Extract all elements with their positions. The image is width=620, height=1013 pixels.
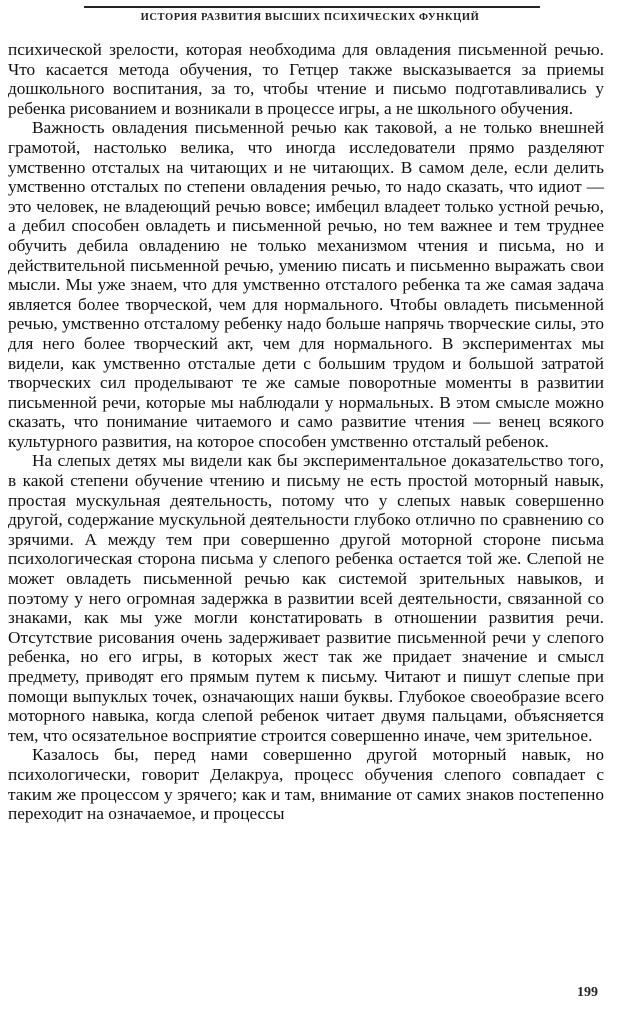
page-number: 199	[577, 985, 598, 1000]
paragraph-3: На слепых детях мы видели как бы экспериментальное доказательство того, в какой степени обучение чтению и письму не есть простой моторный навык, простая мускульная деятельность, потому что у слепых навык совершенно другой, содержание мускульной деятельности глубоко отлично по сравнению со зрячими. А между тем при совершенно другой моторной стороне письма психологическая сторона письма у слепого ребенка остается той же. Слепой не может овладеть письменной речью как системой зрительных навыков, и поэтому у него огромная задержка в развитии всей деятельности, связанной со знаками, как мы уже могли констатировать в отношении развития речи. Отсутствие рисования очень задерживает развитие письменной речи у слепого ребенка, но его игры, в которых жест так же придает значение и смысл предмету, приводят его прямым путем к письму. Читают и пишут слепые при помощи выпуклых точек, означающих наши буквы. Глубокое своеобразие всего моторного навыка, когда слепой ребенок читает двумя пальцами, объясняется тем, что осязательное восприятие строится совершенно иначе, чем зрительное.	[8, 451, 604, 745]
header-rule	[84, 6, 540, 8]
paragraph-2: Важность овладения письменной речью как таковой, а не только внешней грамотой, настолько велика, что иногда исследователи прямо разделяют умственно отсталых на читающих и не читающих. В самом деле, если делить умственно отсталых по степени овладения речью, то надо сказать, что идиот — это человек, не владеющий речью вовсе; имбецил владеет только устной речью, а дебил способен овладеть и письменной речью, но тем важнее и тем труднее обучить дебила овладению не только механизмом чтения и письма, но и действительной письменной речью, умению писать и письменно выражать свои мысли. Мы уже знаем, что для умственно отсталого ребенка та же самая задача является более творческой, чем для нормального. Чтобы овладеть письменной речью, умственно отсталому ребенку надо больше напрячь творческие силы, это для него более творческий акт, чем для нормального. В экспериментах мы видели, как умственно отсталые дети с большим трудом и большой затратой творческих сил проделывают те же самые поворотные моменты в развитии письменной речи, которые мы наблюдали у нормальных. В этом смысле можно сказать, что понимание читаемого и само развитие чтения — венец всякого культурного развития, на которое способен умственно отсталый ребенок.	[8, 118, 604, 451]
paragraph-4: Казалось бы, перед нами совершенно другой моторный навык, но психологически, говорит Делакруа, процесс обучения слепого совпадает с таким же процессом у зрячего; как и там, внимание от самих знаков постепенно переходит на означаемое, и процессы	[8, 745, 604, 824]
body-text	[8, 40, 604, 824]
running-head: ИСТОРИЯ РАЗВИТИЯ ВЫСШИХ ПСИХИЧЕСКИХ ФУНКЦИЙ	[140, 12, 480, 23]
paragraph-1: психической зрелости, которая необходима для овладения письменной речью. Что касается метода обучения, то Гетцер также высказывается за приемы дошкольного воспитания, за то, чтобы чтение и письмо подготавливались у ребенка рисованием и возникали в процессе игры, а не школьного обучения.	[8, 40, 604, 118]
